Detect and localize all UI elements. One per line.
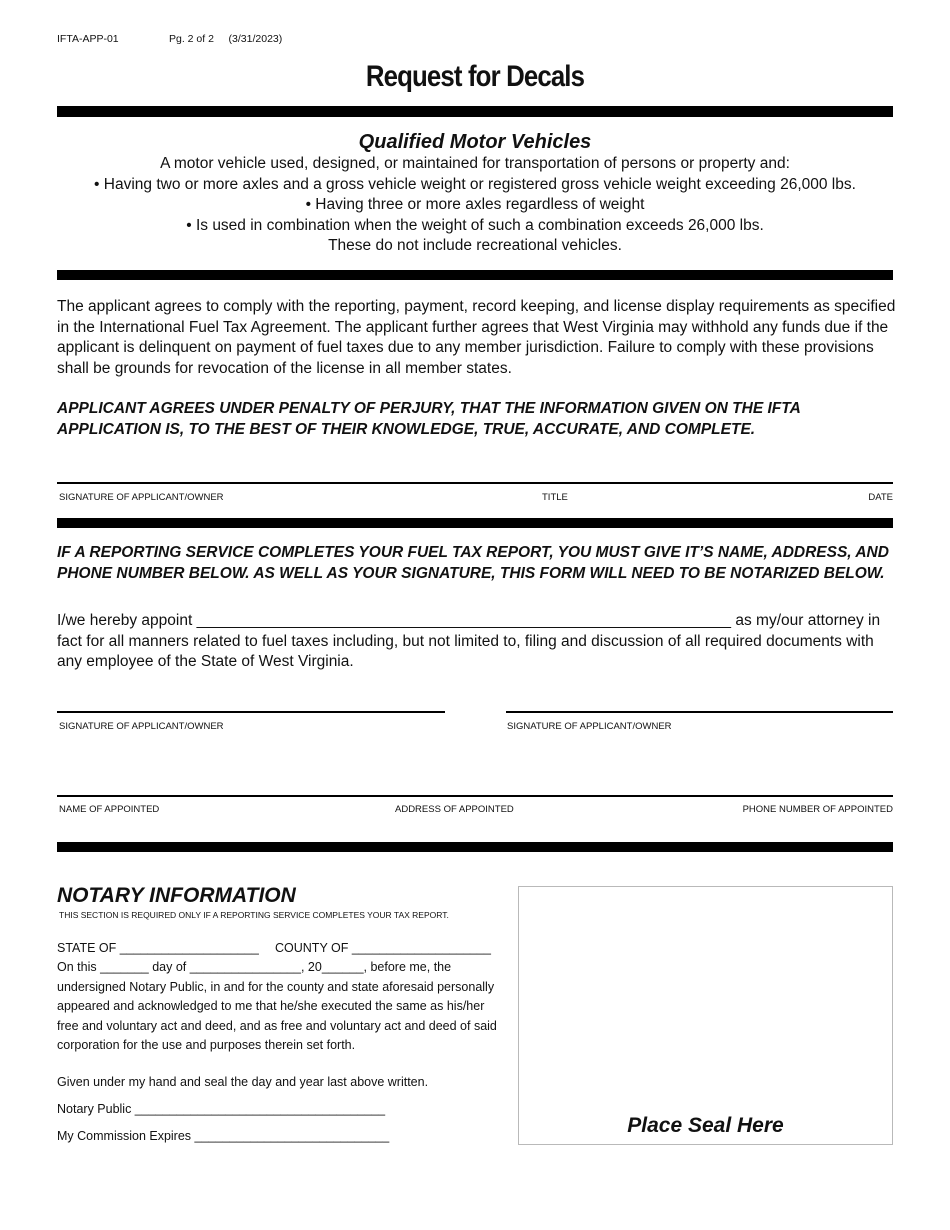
signature-label: SIGNATURE OF APPLICANT/OWNER (59, 492, 224, 503)
qualified-line: These do not include recreational vehicles. (328, 237, 622, 254)
seal-box (518, 886, 893, 1145)
date-label: DATE (868, 492, 893, 503)
notary-public-field[interactable]: Notary Public ____________________________________ (57, 1102, 386, 1116)
reporting-notice: IF A REPORTING SERVICE COMPLETES YOUR FUEL TAX REPORT, YOU MUST GIVE IT’S NAME, ADDRESS, AND PHONE NUMBER BELOW. AS WELL AS YOUR SIGNATURE, THIS FORM WILL NEED TO BE NOTARIZED BELOW. (57, 544, 889, 582)
name-of-appointed-label: NAME OF APPOINTED (59, 804, 160, 815)
qualified-vehicles-title: Qualified Motor Vehicles (358, 131, 592, 153)
appoint-prefix: I/we hereby appoint (57, 612, 197, 629)
perjury-statement: APPLICANT AGREES UNDER PENALTY OF PERJURY, THAT THE INFORMATION GIVEN ON THE IFTA APPLICATION IS, TO THE BEST OF THEIR KNOWLEDGE, TRUE, ACCURATE, AND COMPLETE. (57, 400, 801, 438)
page-title: Request for Decals (365, 60, 585, 93)
divider-bar-4 (57, 842, 893, 852)
state-field[interactable]: STATE OF ____________________ (57, 941, 259, 955)
appoint-paragraph (57, 611, 897, 673)
qualified-line: A motor vehicle used, designed, or maintained for transportation of persons or property and: (160, 155, 790, 172)
notary-body: On this _______ day of ________________, 20______, before me, the undersigned Notary Public, in and for the county and state aforesaid personally appeared and acknowledged to me that he/she executed the same as his/her free and voluntary act and deed, and as free and voluntary act and deed of said corporation for the use and purposes therein set forth. (57, 960, 497, 1052)
notary-subtitle: THIS SECTION IS REQUIRED ONLY IF A REPORTING SERVICE COMPLETES YOUR TAX REPORT. (59, 910, 449, 920)
signature-line-right[interactable] (506, 711, 893, 713)
qualified-line: • Having two or more axles and a gross vehicle weight or registered gross vehicle weight exceeding 26,000 lbs. (94, 175, 856, 193)
given-statement: Given under my hand and seal the day and year last above written. (57, 1075, 429, 1089)
divider-bar-1 (57, 106, 893, 117)
divider-bar-2 (57, 270, 893, 280)
commission-expires-field[interactable]: My Commission Expires ____________________________ (57, 1129, 390, 1143)
appoint-rest: as my/our attorney in fact for all manners related to fuel taxes including, but not limited to, filing and discussion of all required documents with any employee of the State of West Virginia. (57, 612, 881, 670)
signature-line-left[interactable] (57, 711, 445, 713)
qualified-line: • Having three or more axles regardless of weight (305, 196, 645, 213)
appointee-field[interactable]: ______________________________________________________________ (196, 612, 732, 629)
notary-title: NOTARY INFORMATION (57, 884, 296, 907)
title-label: TITLE (542, 492, 568, 503)
qualified-line: • Is used in combination when the weight of such a combination exceeds 26,000 lbs. (186, 216, 764, 234)
phone-of-appointed-label: PHONE NUMBER OF APPOINTED (742, 804, 893, 815)
appointed-info-line[interactable] (57, 795, 893, 797)
form-code: IFTA-APP-01 (57, 33, 119, 45)
page-info: Pg. 2 of 2 (3/31/2023) (169, 33, 283, 45)
signature-line[interactable] (57, 482, 893, 484)
county-field[interactable]: COUNTY OF ____________________ (275, 941, 491, 955)
seal-label: Place Seal Here (627, 1114, 784, 1137)
address-of-appointed-label: ADDRESS OF APPOINTED (395, 804, 514, 815)
divider-bar-3 (57, 518, 893, 528)
agreement-paragraph: The applicant agrees to comply with the reporting, payment, record keeping, and license display requirements as specified in the International Fuel Tax Agreement. The applicant further agrees that West Virginia may withhold any funds due if the applicant is delinquent on payment of fuel taxes due to any member jurisdiction. Failure to comply with these provisions shall be grounds for revocation of the license in all member states. (57, 298, 896, 377)
qualified-vehicles-section (57, 130, 893, 257)
signature-right-label: SIGNATURE OF APPLICANT/OWNER (507, 721, 672, 732)
signature-left-label: SIGNATURE OF APPLICANT/OWNER (59, 721, 224, 732)
